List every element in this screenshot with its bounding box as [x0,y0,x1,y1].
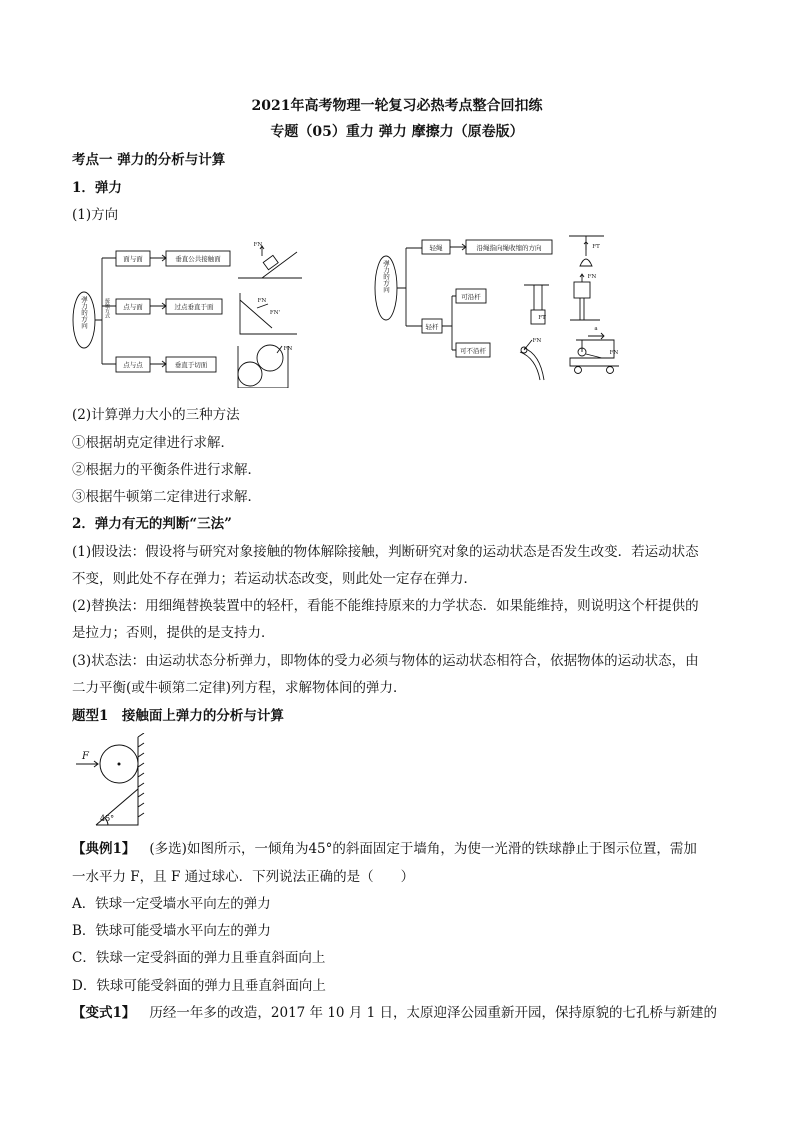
variant-1-tag: 【变式1】 [72,1005,136,1021]
left-fn-label-1: FN [253,242,263,248]
right-ft-label: FT [592,244,600,250]
left-branch-2: 点与面 [123,303,143,311]
left-root-label: 弹力的方向 [80,295,88,329]
right-fn-label-3: FN [609,350,619,356]
paragraph-2-line-2: 是拉力；否则，提供的是支持力． [72,625,275,641]
right-fn-label-1: FN [587,274,597,280]
subsection-direction: (1)方向 [72,207,119,223]
variant-1-text: 历经一年多的改造，2017 年 10 月 1 日，太原迎泽公园重新开园，保持原貌的七孔桥与新建的 [149,1005,717,1021]
right-rope-result: 沿绳指向绳收缩的方向 [476,244,542,252]
ball-slope-figure [72,733,152,828]
example-1-text: (多选)如图所示，一倾角为45°的斜面固定于墙角，为使一光滑的铁球静止于图示位置，需加 [149,841,697,857]
subsection-calc: (2)计算弹力大小的三种方法 [72,407,240,423]
elastic-direction-diagram-left [72,238,302,388]
left-branch-1: 面与面 [123,255,143,263]
method-1: ①根据胡克定律进行求解． [72,435,234,451]
left-fn-label-2: FN [257,298,267,304]
example-1-line-1 [72,840,697,858]
option-c: C．铁球一定受斜面的弹力且垂直斜面向上 [72,950,326,966]
figure-angle-label: 45° [100,814,115,823]
tixing-heading: 题型1 接触面上弹力的分析与计算 [72,708,284,724]
paragraph-3-line-2: 二力平衡(或牛顿第二定律)列方程，求解物体间的弹力． [72,680,407,696]
kaodian-heading: 考点一 弹力的分析与计算 [72,152,226,168]
left-result-3: 垂直于切面 [174,361,208,369]
left-fn-label-3: FN [283,346,293,352]
right-ft-label-2: FT [538,315,546,321]
paragraph-3-line-1: (3)状态法：由运动状态分析弹力，即物体的受力必须与物体的运动状态相符合，依据物体的运动状态，由 [72,653,699,669]
example-1-line-2: 一水平力 F，且 F 通过球心．下列说法正确的是（ ） [72,869,415,885]
doc-title: 2021年高考物理一轮复习必热考点整合回扣练 [251,98,543,114]
left-contact-label: 接触方式 [104,298,110,318]
example-1-tag: 【典例1】 [72,841,136,857]
left-branch-3: 点与点 [123,361,143,369]
right-root-label: 弹力的方向 [382,259,390,293]
paragraph-2-line-1: (2)替换法：用细绳替换装置中的轻杆，看能不能维持原来的力学状态．如果能维持，则说明这个杆提供的 [72,598,699,614]
figure-force-label: F [82,751,89,762]
variant-1-line-1 [72,1004,717,1022]
right-fn-label-2: FN [532,338,542,344]
paragraph-1-line-1: (1)假设法：假设将与研究对象接触的物体解除接触，判断研究对象的运动状态是否发生改变．若运动状态 [72,544,699,560]
option-d: D．铁球可能受斜面的弹力且垂直斜面向上 [72,978,326,994]
method-2: ②根据力的平衡条件进行求解． [72,462,261,478]
right-rope-label: 轻绳 [429,244,443,252]
left-fn-prime-label: FN' [269,310,281,316]
section-heading-2: 2．弹力有无的判断“三法” [72,516,232,532]
doc-subtitle: 专题（05）重力 弹力 摩擦力（原卷版） [270,124,524,140]
right-accel-label: a [594,326,598,332]
right-rod-label: 轻杆 [425,323,439,331]
right-rod-along: 可沿杆 [461,293,481,301]
method-3: ③根据牛顿第二定律进行求解． [72,489,261,505]
elastic-direction-diagram-right [374,230,630,390]
left-result-2: 过点垂直于面 [174,303,214,311]
left-result-1: 垂直公共接触面 [175,255,221,263]
option-a: A．铁球一定受墙水平向左的弹力 [72,896,271,912]
option-b: B．铁球可能受墙水平向左的弹力 [72,923,271,939]
paragraph-1-line-2: 不变，则此处不存在弹力；若运动状态改变，则此处一定存在弹力． [72,571,477,587]
right-rod-not-along: 可不沿杆 [460,347,486,355]
section-heading-1: 1．弹力 [72,180,122,196]
